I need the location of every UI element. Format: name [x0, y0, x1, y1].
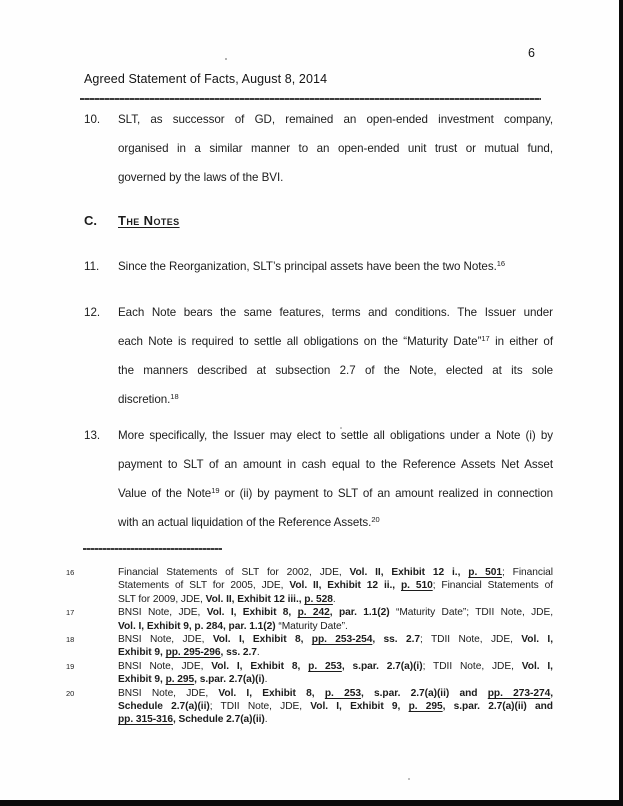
footnote-16	[66, 566, 554, 606]
text-line	[118, 660, 553, 673]
scan-artifact-right-edge	[619, 0, 623, 806]
text-run: payment to SLT of an amount in cash equal to the Reference Assets Net Asset	[118, 458, 553, 471]
text-run: Vol. I,	[521, 660, 553, 672]
text-line	[118, 673, 553, 686]
text-run: pp. 295-296	[165, 647, 221, 659]
text-run: BNSI Note, JDE,	[118, 687, 219, 699]
paragraph-text	[118, 252, 553, 281]
text-run: the manners described at subsection 2.7 of the Note, elected at its sole	[118, 364, 553, 377]
text-line	[118, 356, 553, 385]
text-run: Exhibit 9,	[118, 647, 166, 659]
text-run: More specifically, the Issuer may elect to settle all obligations under a Note (i) by	[118, 429, 553, 442]
footnote-number: 19	[66, 661, 75, 671]
text-run: Each Note bears the same features, terms and conditions. The Issuer under	[118, 306, 553, 319]
scan-speck	[408, 778, 410, 780]
footnote-reference: 20	[371, 515, 380, 524]
text-line	[118, 579, 553, 592]
text-run: Vol. II, Exhibit 12 i.,	[349, 567, 469, 578]
text-run: .	[264, 714, 268, 726]
text-run: in either of	[489, 335, 553, 348]
text-run: Vol. I, Exhibit 9,	[310, 701, 409, 713]
paragraph-number: 10.	[84, 113, 101, 126]
running-header: Agreed Statement of Facts, August 8, 2014	[84, 72, 328, 86]
text-run: , s.par. 2.7(a)(ii) and	[360, 687, 488, 699]
text-line	[118, 593, 553, 606]
text-run: or (ii) by payment to SLT of an amount realized in connection	[219, 487, 553, 500]
text-run: Vol. I,	[521, 634, 553, 646]
footnote-number: 17	[66, 608, 75, 618]
text-line	[118, 450, 553, 479]
paragraph-text	[118, 421, 553, 537]
text-run: .	[332, 593, 336, 605]
text-run: SLT for 2009, JDE,	[118, 593, 206, 605]
text-line	[118, 687, 553, 700]
text-run: ; TDII Note, JDE,	[422, 660, 522, 672]
text-run: Exhibit 9,	[118, 674, 166, 686]
text-run: p. 510	[400, 580, 433, 592]
text-line	[118, 646, 553, 659]
section-heading	[84, 211, 180, 231]
footnote-number: 18	[66, 635, 75, 645]
text-run: , Schedule 2.7(a)(ii)	[172, 714, 265, 726]
text-run: ,	[550, 687, 553, 699]
text-line	[118, 620, 553, 633]
text-run: ; Financial Statements of	[432, 580, 553, 592]
footnote-17	[66, 606, 554, 633]
text-run: Vol. I, Exhibit 8,	[211, 660, 309, 672]
text-run: pp. 273-274	[487, 687, 551, 699]
text-run: Since the Reorganization, SLT’s principal assets have been the two Notes.	[118, 260, 497, 273]
paragraph-10	[84, 105, 554, 192]
text-line	[118, 421, 553, 450]
paragraph-text	[118, 105, 553, 192]
text-line	[118, 713, 553, 726]
paragraph-text	[118, 298, 553, 414]
text-line	[118, 508, 553, 537]
text-run: p. 501	[468, 567, 502, 578]
text-line	[118, 327, 553, 356]
text-run: p. 253	[308, 660, 342, 672]
text-run: p. 295	[165, 674, 195, 686]
text-run: Vol. I, Exhibit 8,	[218, 687, 325, 699]
text-run: each Note is required to settle all obligations on the “Maturity Date”	[118, 335, 482, 348]
footnote-reference: 19	[211, 486, 220, 495]
text-run: , s.par. 2.7(a)(i)	[341, 660, 423, 672]
text-line	[118, 105, 553, 134]
scan-speck	[225, 58, 227, 60]
text-run: SLT, as successor of GD, remained an open-ended investment company,	[118, 113, 553, 126]
text-run: ; TDII Note, JDE,	[420, 634, 522, 646]
text-run: Vol. I, Exhibit 8,	[206, 607, 298, 619]
text-line	[118, 134, 553, 163]
scan-artifact-bottom-edge	[0, 800, 623, 806]
text-run: governed by the laws of the BVI.	[118, 171, 284, 184]
section-title: The Notes	[118, 213, 180, 228]
text-run: p. 242	[297, 607, 330, 619]
text-run: discretion.	[118, 393, 171, 406]
text-line	[118, 163, 553, 192]
text-run: Schedule 2.7(a)(ii)	[118, 701, 210, 713]
text-line	[118, 700, 553, 713]
paragraph-number: 13.	[84, 429, 101, 442]
footnote-18	[66, 633, 554, 660]
footnote-reference: 17	[481, 334, 490, 343]
page-number: 6	[528, 46, 535, 60]
footnote-number: 16	[66, 568, 75, 577]
footnote-20	[66, 687, 554, 727]
footnote-text	[118, 660, 553, 687]
text-run: , par. 1.1(2)	[329, 607, 390, 619]
footnote-text	[118, 606, 553, 633]
paragraph-number: 11.	[84, 260, 100, 273]
text-run: pp. 315-316	[118, 714, 173, 726]
text-run: pp. 253-254	[311, 634, 373, 646]
text-run: Statements of SLT for 2005, JDE,	[118, 580, 290, 592]
text-line	[118, 606, 553, 619]
text-run: Vol. I, Exhibit 9, p. 284, par. 1.1(2)	[118, 620, 276, 632]
footnote-text	[118, 633, 553, 660]
section-letter: C.	[84, 213, 97, 228]
text-run: p. 295	[408, 701, 443, 713]
text-run: Financial Statements of SLT for 2002, JDE,	[118, 567, 350, 578]
text-line	[118, 252, 553, 281]
paragraph-11	[84, 252, 554, 281]
text-run: “Maturity Date”.	[275, 620, 348, 632]
text-line	[118, 298, 553, 327]
footnote-number: 20	[66, 688, 75, 698]
text-run: with an actual liquidation of the Reference Assets.	[118, 516, 372, 529]
footnote-text	[118, 566, 553, 606]
footnotes	[66, 566, 554, 727]
text-run: .	[256, 647, 260, 659]
text-run: p. 253	[324, 687, 361, 699]
header-rule	[80, 98, 541, 100]
text-run: p. 528	[304, 593, 333, 605]
text-run: Vol. I, Exhibit 8,	[212, 634, 312, 646]
text-run: Vol. II, Exhibit 12 iii.,	[205, 593, 305, 605]
text-line	[118, 633, 553, 646]
text-run: Value of the Note	[118, 487, 212, 500]
footnote-text	[118, 687, 553, 727]
text-run: BNSI Note, JDE,	[118, 607, 207, 619]
footnote-19	[66, 660, 554, 687]
footnote-separator-rule	[83, 548, 222, 550]
text-run: , s.par. 2.7(a)(i)	[194, 674, 265, 686]
text-run: Vol. II, Exhibit 12 ii.,	[289, 580, 401, 592]
paragraph-12	[84, 298, 554, 414]
text-run: ; Financial	[501, 567, 553, 578]
text-run: , ss. 2.7	[372, 634, 420, 646]
text-run: , ss. 2.7	[220, 647, 257, 659]
text-run: organised in a similar manner to an open-ended unit trust or mutual fund,	[118, 142, 553, 155]
paragraph-13	[84, 421, 554, 537]
footnote-reference: 18	[170, 392, 179, 401]
paragraph-number: 12.	[84, 306, 101, 319]
text-line	[118, 385, 553, 414]
text-run: .	[264, 674, 268, 686]
text-line	[118, 566, 553, 579]
text-run: “Maturity Date”; TDII Note, JDE,	[389, 607, 553, 619]
text-run: BNSI Note, JDE,	[118, 634, 213, 646]
text-run: BNSI Note, JDE,	[118, 660, 212, 672]
text-line	[118, 479, 553, 508]
scan-speck	[340, 427, 342, 429]
text-run: ; TDII Note, JDE,	[209, 701, 311, 713]
text-run: , s.par. 2.7(a)(ii) and	[442, 701, 553, 713]
footnote-reference: 16	[496, 259, 506, 268]
